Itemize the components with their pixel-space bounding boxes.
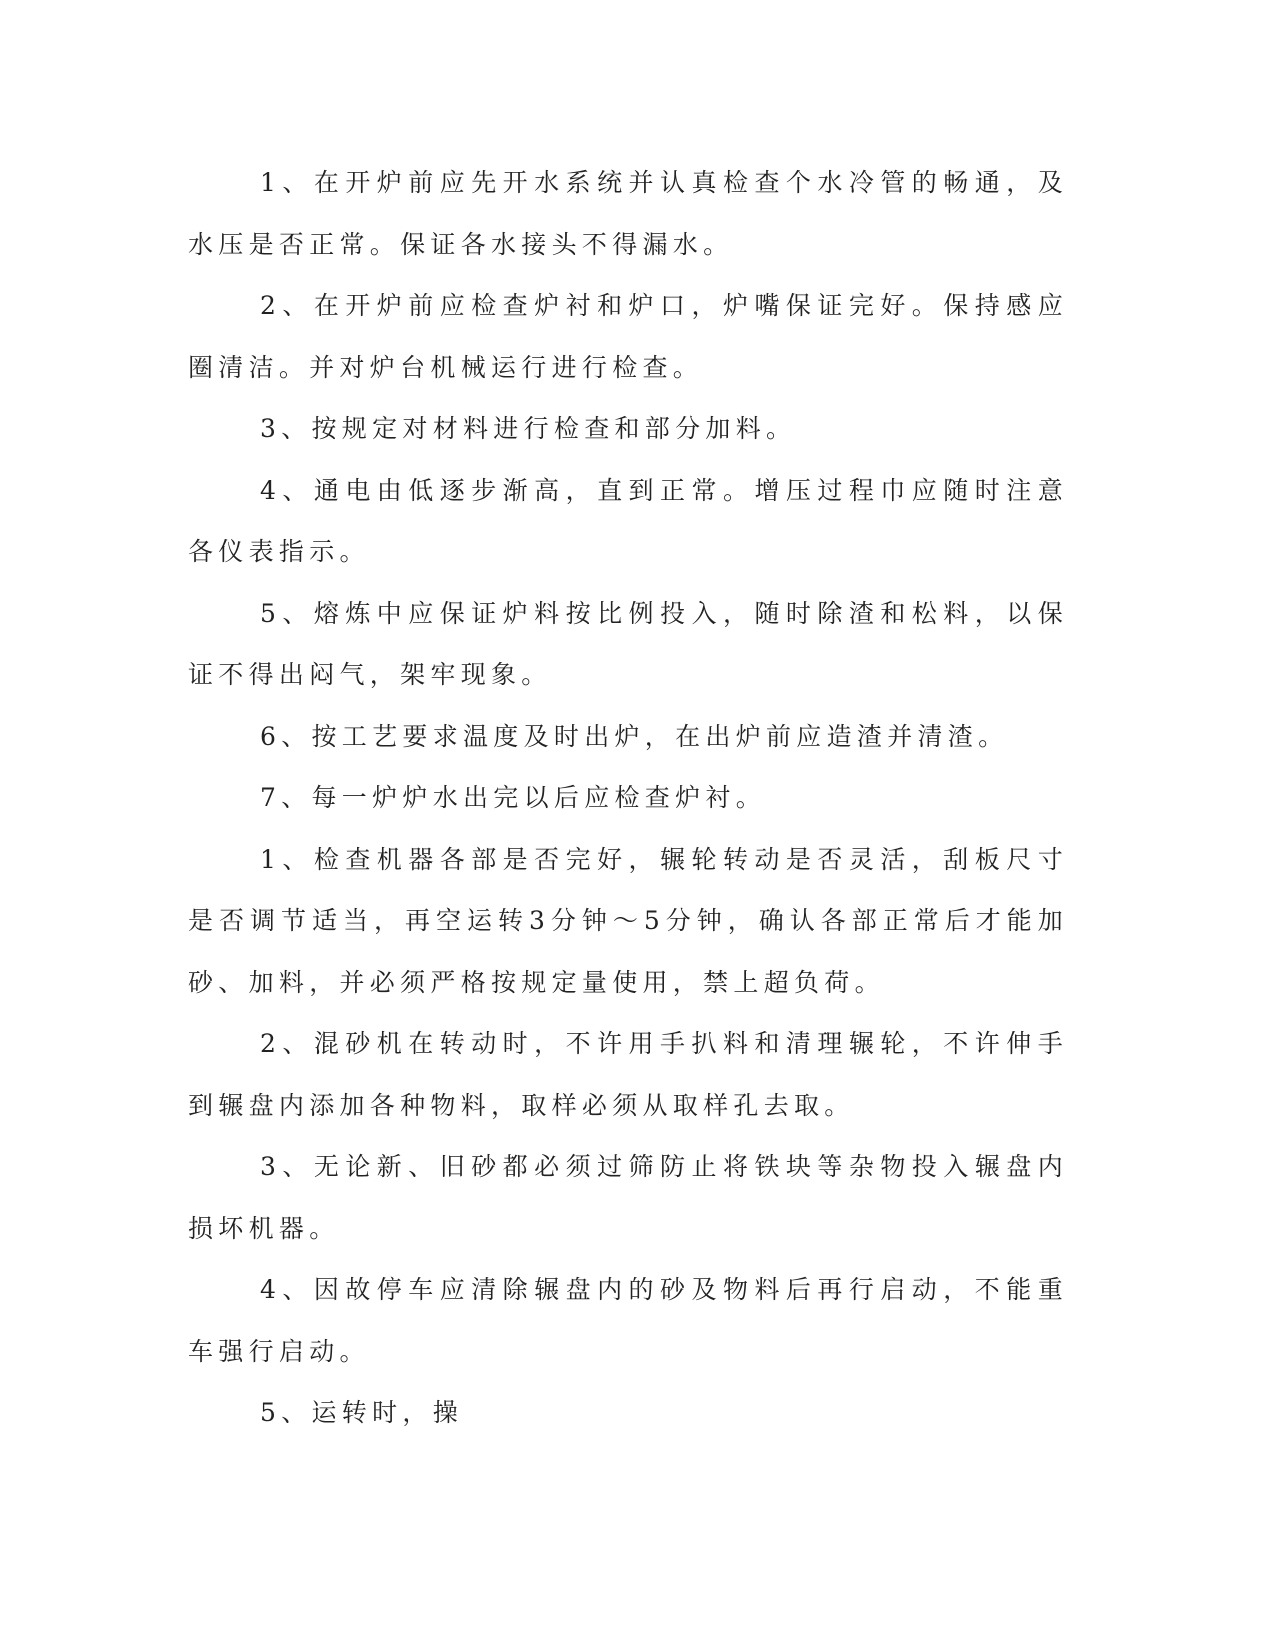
paragraph-sand-mixer-4: 4、因故停车应清除辗盘内的砂及物料后再行启动，不能重车强行启动。: [188, 1275, 1068, 1366]
document-body: [188, 152, 1068, 1444]
paragraph-sand-mixer-5: 5、运转时，操: [260, 1398, 464, 1427]
paragraph-furnace-4: 4、通电由低逐步渐高，直到正常。增压过程巾应随时注意各仪表指示。: [188, 475, 1068, 566]
paragraph-sand-mixer-2: 2、混砂机在转动时，不许用手扒料和清理辗轮，不许伸手到辗盘内添加各种物料，取样必须从取样孔去取。: [188, 1029, 1068, 1120]
paragraph-furnace-6: 6、按工艺要求温度及时出炉，在出炉前应造渣并清渣。: [260, 721, 1009, 751]
paragraph-furnace-2: 2、在开炉前应检查炉衬和炉口，炉嘴保证完好。保持感应圈清洁。并对炉台机械运行进行检查。: [188, 291, 1068, 382]
paragraph-sand-mixer-3: 3、无论新、旧砂都必须过筛防止将铁块等杂物投入辗盘内损坏机器。: [188, 1152, 1068, 1243]
paragraph-furnace-1: 1、在开炉前应先开水系统并认真检查个水冷管的畅通，及水压是否正常。保证各水接头不得漏水。: [188, 168, 1068, 259]
paragraph-furnace-7: 7、每一炉炉水出完以后应检查炉衬。: [260, 783, 767, 812]
paragraph-furnace-3: 3、按规定对材料进行检查和部分加料。: [260, 414, 797, 443]
paragraph-furnace-5: 5、熔炼中应保证炉料按比例投入，随时除渣和松料，以保证不得出闷气，架牢现象。: [188, 598, 1068, 689]
paragraph-sand-mixer-1: 1、检查机器各部是否完好，辗轮转动是否灵活，刮板尺寸是否调节适当，再空运转3分钟～5分钟，确认各部正常后才能加砂、加料，并必须严格按规定量使用，禁上超负荷。: [188, 844, 1068, 997]
